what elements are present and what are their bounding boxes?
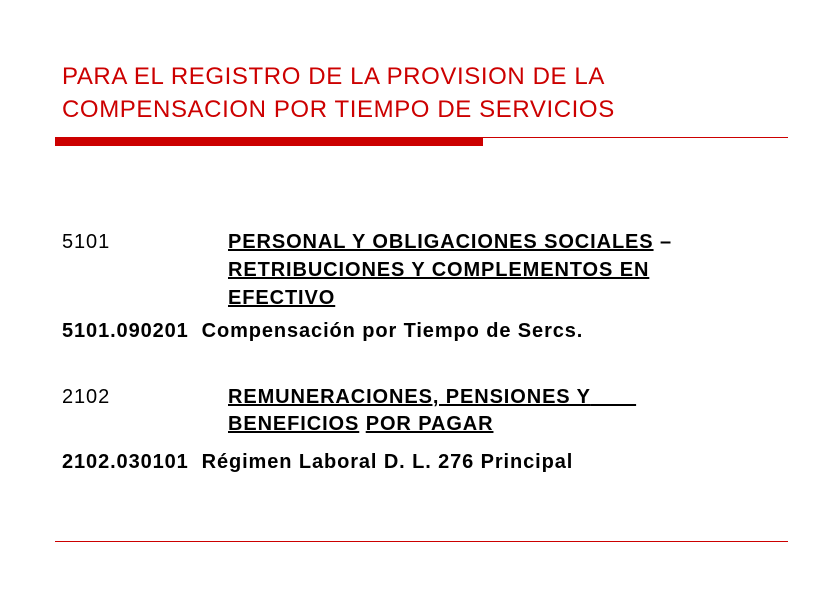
footer-divider [55, 541, 788, 542]
subaccount-description: Compensación por Tiempo de Sercs. [201, 320, 584, 342]
subaccount-row [62, 318, 583, 344]
dash: – [653, 231, 673, 253]
page-title [62, 60, 802, 126]
account-description-line-2 [228, 411, 493, 437]
title-line-1: PARA EL REGISTRO DE LA PROVISION DE LA [62, 63, 605, 90]
account-name-part: POR PAGAR [365, 413, 494, 435]
account-description-line-2: RETRIBUCIONES Y COMPLEMENTOS EN [228, 259, 650, 281]
subaccount-description: Régimen Laboral D. L. 276 Principal [201, 451, 574, 473]
title-line-2: COMPENSACION POR TIEMPO DE SERVICIOS [62, 96, 615, 123]
title-accent-bar [55, 138, 483, 146]
account-name: REMUNERACIONES, PENSIONES Y [228, 386, 591, 408]
account-description-line-1 [228, 384, 636, 410]
account-code: 5101 [62, 231, 111, 253]
subaccount-code: 5101.090201 [62, 320, 189, 342]
subaccount-row [62, 449, 573, 475]
account-description-line-1 [228, 229, 672, 255]
account-description-line-3: EFECTIVO [228, 287, 336, 309]
account-name-part: BENEFICIOS [228, 413, 360, 435]
account-name: PERSONAL Y OBLIGACIONES SOCIALES [228, 231, 654, 253]
subaccount-code: 2102.030101 [62, 451, 189, 473]
account-code: 2102 [62, 386, 111, 408]
